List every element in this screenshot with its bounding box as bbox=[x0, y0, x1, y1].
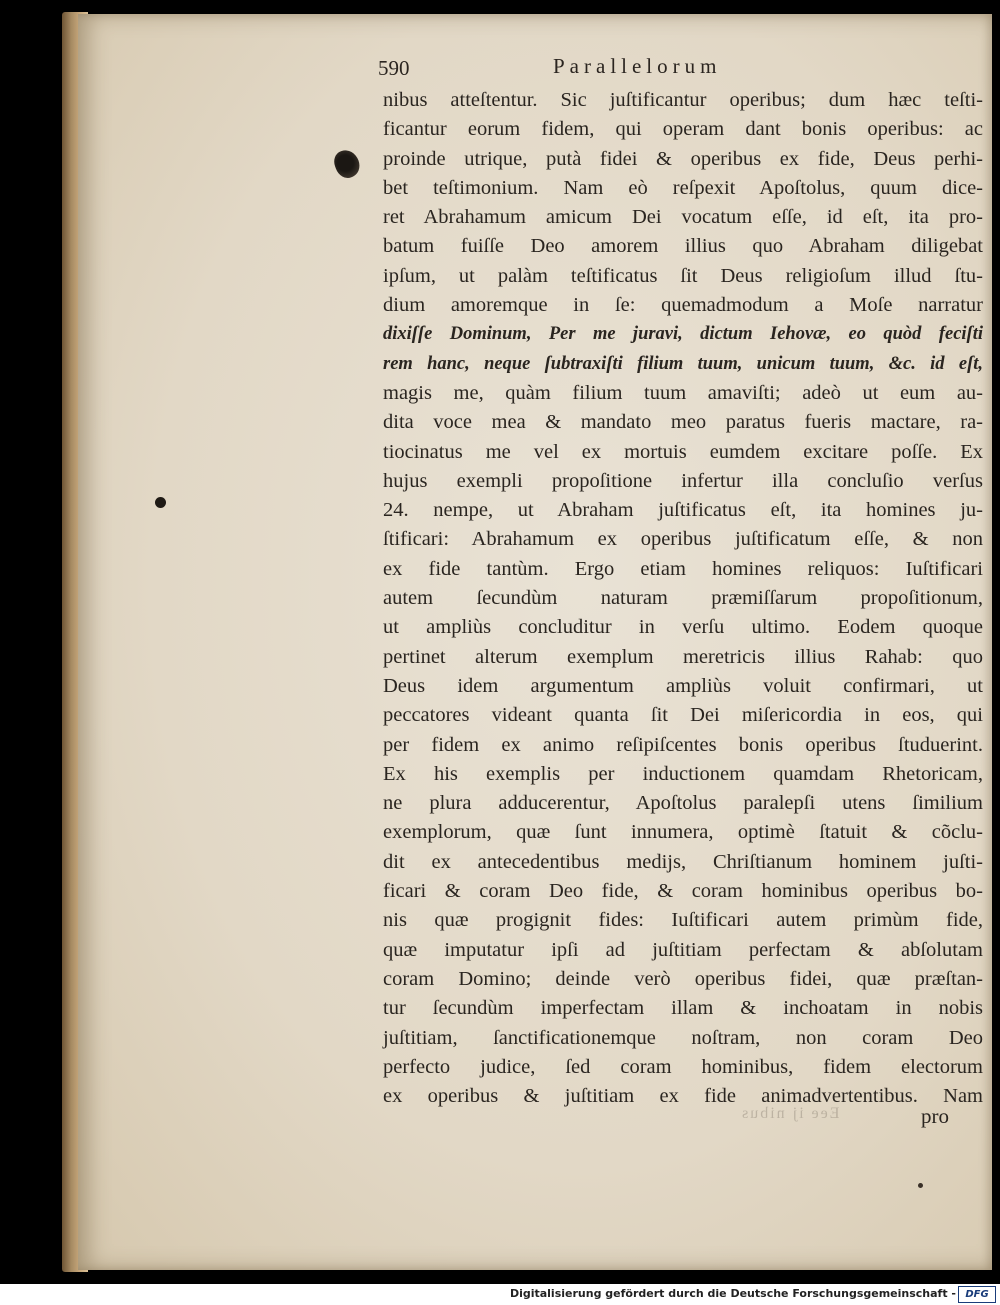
bleed-through-text: Eee ij nibus bbox=[740, 1105, 840, 1122]
ink-speck-mark bbox=[918, 1183, 923, 1188]
body-text bbox=[383, 86, 983, 1111]
text-line: coram Domino; deinde verò operibus fidei, quæ præſtan- bbox=[383, 967, 983, 990]
text-line: magis me, quàm filium tuum amaviſti; adeò ut eum au- bbox=[383, 381, 983, 404]
text-line: perfecto judice, ſed coram hominibus, fidem electorum bbox=[383, 1055, 983, 1078]
footer-bar bbox=[0, 1284, 1000, 1305]
text-line: bet teſtimonium. Nam eò reſpexit Apoſtolus, quum dice- bbox=[383, 176, 983, 199]
text-line: batum fuiſſe Deo amorem illius quo Abraham diligebat bbox=[383, 235, 983, 258]
catchword: pro bbox=[921, 1104, 949, 1128]
text-line: dit ex antecedentibus medijs, Chriſtianum hominem juſti- bbox=[383, 850, 983, 873]
text-line: ficantur eorum fidem, qui operam dant bonis operibus: ac bbox=[383, 118, 983, 141]
page-header bbox=[378, 52, 838, 88]
text-line: ret Abrahamum amicum Dei vocatum eſſe, id eſt, ita pro- bbox=[383, 206, 983, 229]
page-number: 590 bbox=[378, 56, 410, 80]
text-line: dium amoremque in ſe: quemadmodum a Moſe narratur bbox=[383, 294, 983, 317]
text-line: hujus exempli propoſitione infertur illa concluſio verſus bbox=[383, 469, 983, 492]
text-line: dixiſſe Dominum, Per me juravi, dictum Iehovæ, eo quòd feciſti bbox=[383, 324, 983, 345]
text-line: proinde utrique, putà fidei & operibus ex fide, Deus perhi- bbox=[383, 147, 983, 170]
ink-dot-mark bbox=[155, 497, 166, 508]
text-line: Deus idem argumentum ampliùs voluit confirmari, ut bbox=[383, 674, 983, 697]
text-line: dita voce mea & mandato meo paratus fueris mactare, ra- bbox=[383, 411, 983, 434]
text-line: Ex his exemplis per inductionem quamdam Rhetoricam, bbox=[383, 762, 983, 785]
text-line: autem ſecundùm naturam præmiſſarum propoſitionum, bbox=[383, 587, 983, 610]
text-line: pertinet alterum exemplum meretricis illius Rahab: quo bbox=[383, 645, 983, 668]
text-line: ex operibus & juſtitiam ex fide animadvertentibus. Nam bbox=[383, 1085, 983, 1108]
text-line: tiocinatus me vel ex mortuis eumdem excitare poſſe. Ex bbox=[383, 440, 983, 463]
text-line: 24. nempe, ut Abraham juſtificatus eſt, ita homines ju- bbox=[383, 499, 983, 522]
funding-notice: Digitalisierung gefördert durch die Deutsche Forschungsgemeinschaft - bbox=[509, 1287, 956, 1300]
text-line: ficari & coram Deo fide, & coram hominibus operibus bo- bbox=[383, 880, 983, 903]
text-line: nis quæ progignit fides: Iuſtificari autem primùm fide, bbox=[383, 909, 983, 932]
text-line: per fidem ex animo reſipiſcentes bonis operibus ſtuduerint. bbox=[383, 733, 983, 756]
text-line: peccatores videant quanta ſit Dei miſericordia in eos, qui bbox=[383, 704, 983, 727]
text-line: ſtificari: Abrahamum ex operibus juſtificatum eſſe, & non bbox=[383, 528, 983, 551]
text-line: ipſum, ut palàm teſtificatus ſit Deus religioſum illud ſtu- bbox=[383, 264, 983, 287]
text-line: juſtitiam, ſanctificationemque noſtram, non coram Deo bbox=[383, 1026, 983, 1049]
dfg-logo: DFG bbox=[958, 1286, 996, 1303]
text-line: exemplorum, quæ ſunt innumera, optimè ſtatuit & cõclu- bbox=[383, 821, 983, 844]
text-line: tur ſecundùm imperfectam illam & inchoatam in nobis bbox=[383, 997, 983, 1020]
text-line: ne plura adducerentur, Apoſtolus paralepſi utens ſimilium bbox=[383, 792, 983, 815]
text-line: nibus atteſtentur. Sic juſtificantur operibus; dum hæc teſti- bbox=[383, 89, 983, 111]
text-line: rem hanc, neque ſubtraxiſti filium tuum, unicum tuum, &c. id eſt, bbox=[383, 353, 983, 374]
text-line: quæ imputatur ipſi ad juſtitiam perfectam & abſolutam bbox=[383, 938, 983, 961]
text-line: ut ampliùs concluditur in verſu ultimo. Eodem quoque bbox=[383, 616, 983, 639]
running-head: Parallelorum bbox=[553, 54, 722, 78]
text-line: ex fide tantùm. Ergo etiam homines reliquos: Iuſtificari bbox=[383, 557, 983, 580]
